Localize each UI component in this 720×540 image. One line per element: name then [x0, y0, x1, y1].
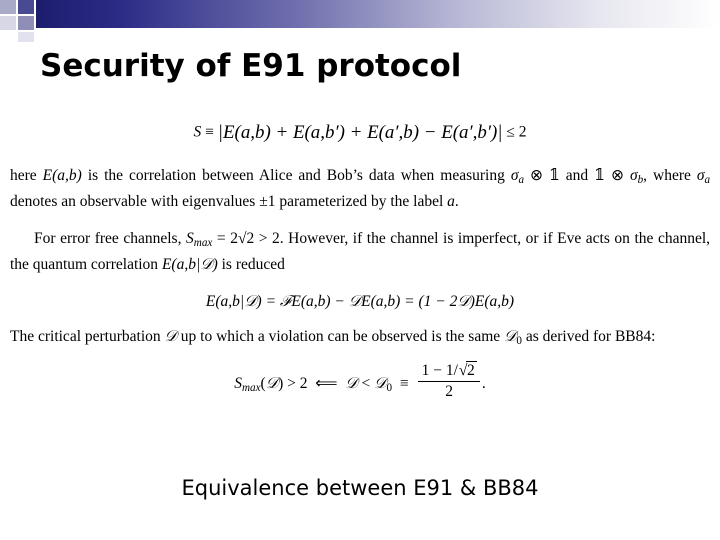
slide-banner [0, 0, 720, 36]
p1-sigma-b: σ [629, 166, 638, 184]
p3-D: 𝒟 [164, 327, 177, 346]
p1-sigma-b-sub: b [637, 173, 644, 186]
p1-text-a: is the correlation between Alice and Bob’s data when measuring [87, 166, 505, 184]
p1-sigma-a2-sub: a [704, 173, 711, 186]
banner-square-3 [0, 16, 16, 30]
paragraph-error-free [10, 226, 710, 277]
p2-text-c: is reduced [221, 256, 285, 274]
p1-sigma-a-sub: a [518, 173, 525, 186]
p2-text-a: For error free channels, [34, 229, 182, 247]
slide-body [10, 118, 710, 410]
equation-bell-lhs: S [193, 123, 202, 141]
p2-Smax: S [186, 229, 194, 247]
p2-EabD: E(a,b|𝒟) [161, 256, 218, 274]
p2-Smax-sub: max [193, 237, 213, 250]
p3-text-c: as derived for BB84: [525, 328, 656, 346]
equation-reduced-correlation [10, 289, 710, 314]
banner-square-4 [18, 16, 34, 30]
equation-bell-expr: |E(a,b) + E(a,b′) + E(a′,b) − E(a′,b′)| [217, 122, 503, 143]
p1-tensor-1: ⊗ [530, 166, 544, 184]
equation-reduced-correlation-text: E(a,b|𝒟) = ℱE(a,b) − 𝒟E(a,b) = (1 − 2𝒟)E(a,b) [205, 293, 515, 311]
p1-lead: here [10, 166, 37, 184]
banner-square-5 [18, 32, 34, 42]
slide-caption: Equivalence between E91 & BB84 [181, 476, 539, 500]
p1-period: . [454, 192, 459, 210]
p1-sigma-a2: σ [696, 166, 705, 184]
p1-text-c: denotes an observable with eigenvalues ±1 parameterized by the label [10, 192, 444, 210]
paragraph-definition [10, 163, 710, 214]
banner-square-2 [18, 0, 34, 14]
equation-bell-rel: ≤ [506, 123, 515, 141]
paragraph-critical-perturbation [10, 324, 710, 350]
p2-text-b: = 2√2 > 2. However, if the channel is imperfect, or if Eve acts on the channel, the quantum correlation [10, 229, 711, 274]
slide-title: Security of E91 protocol [40, 48, 462, 84]
p1-label-a: a [447, 192, 455, 210]
p1-sigma-a: σ [510, 166, 519, 184]
p1-identity-2: 𝟙 [594, 165, 605, 184]
p3-D0: 𝒟 [504, 327, 517, 346]
banner-square-1 [0, 0, 16, 14]
p3-D0-sub: 0 [516, 335, 522, 348]
p1-Eab: E(a,b) [42, 166, 82, 184]
p3-text-b: up to which a violation can be observed is the same [180, 328, 501, 346]
equation-bell-inequality [10, 118, 710, 149]
p1-text-b: , where [643, 166, 691, 184]
p1-tensor-2: ⊗ [610, 166, 624, 184]
p3-text-a: The critical perturbation [10, 328, 161, 346]
p1-and: and [565, 166, 589, 184]
equation-bell-rhs: 2 [518, 123, 527, 141]
equation-critical-disturbance-rendered: $S_{max}(𝒟) > 2$ ⟸ 𝒟 < 𝒟$_0$ ≡ $\frac{1 - 1/√2}{2}$ . [234, 362, 486, 400]
banner-gradient-bar [36, 0, 720, 28]
equation-bell-equiv: ≡ [205, 123, 214, 141]
p1-identity-1: 𝟙 [549, 165, 560, 184]
equation-critical-disturbance [10, 362, 710, 400]
